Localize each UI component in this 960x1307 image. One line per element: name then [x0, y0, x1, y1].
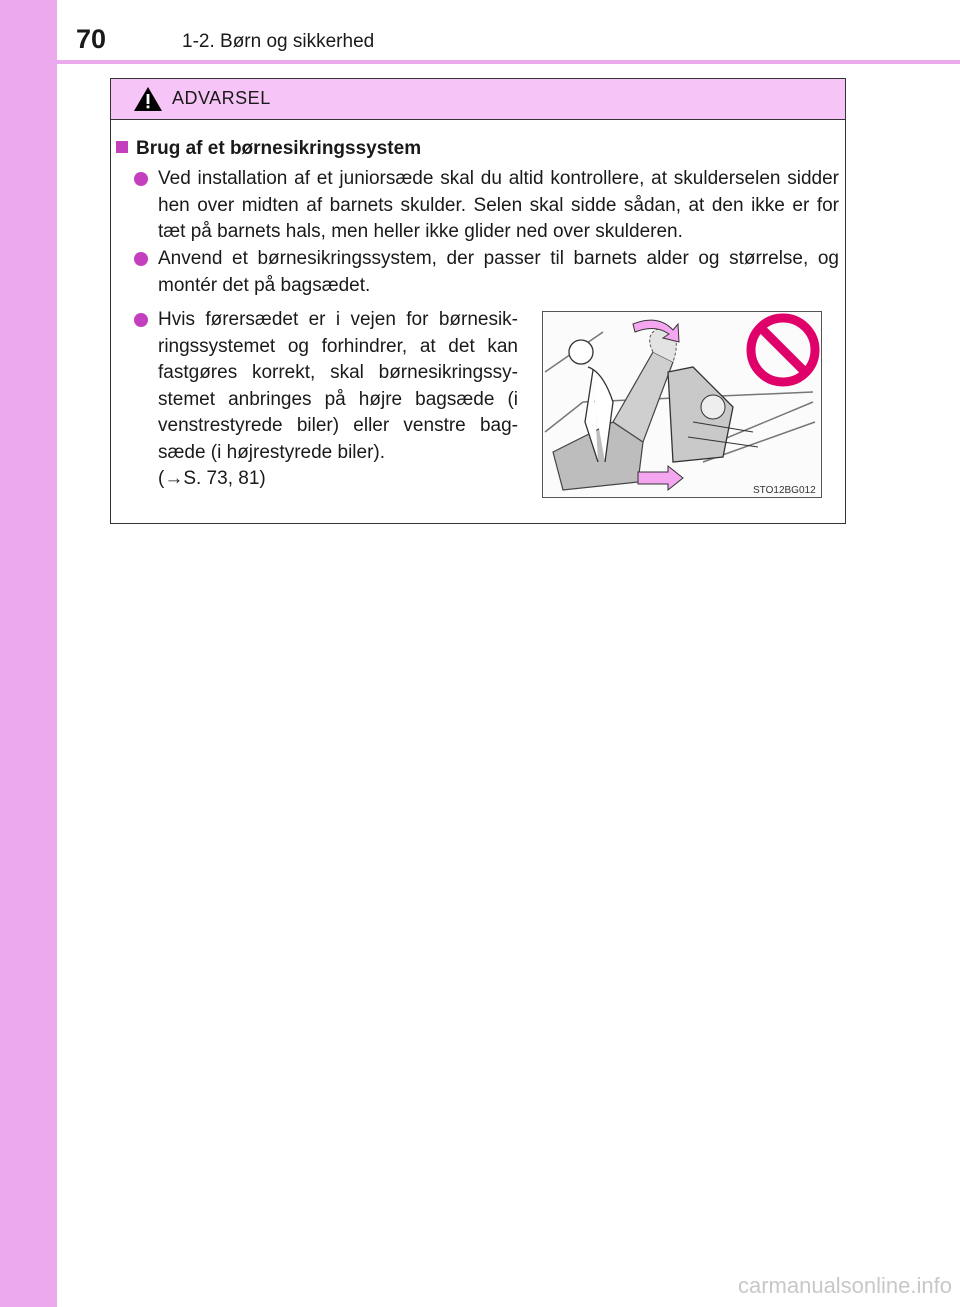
bullet-text-1: Ved installation af et juniorsæde skal du altid kontrollere, at skulderselen sidder hen over midten af barnets skulder. Selen skal sidde sådan, at den ikke er for tæt på barnets hals, men heller ikke glider ned over skulderen. [158, 168, 839, 242]
warning-triangle-icon [133, 85, 163, 113]
bullet-text-2: Anvend et børnesikringssystem, der passer til barnets alder og størrelse, og montér det på bagsædet. [158, 248, 839, 296]
warning-header [111, 79, 845, 120]
subheading-text: Brug af et børnesikringssystem [136, 138, 422, 159]
page-number: 70 [76, 24, 107, 54]
illustration-drawing [543, 312, 821, 497]
warning-label: ADVARSEL [172, 88, 271, 108]
bullet-text-3: Hvis førersædet er i vejen for børnesik-ringssystemet og forhindrer, at det kan fastgøres korrekt, skal børnesikringssy-stemet anbringes på højre bagsæde (i venstrestyrede biler) eller venstre bag-sæde (i højrestyrede biler). [158, 309, 518, 463]
header-rule [57, 60, 960, 64]
bullet-dot-icon [134, 172, 148, 186]
car-seat-illustration [542, 311, 822, 498]
bullet-dot-icon [134, 252, 148, 266]
bullet-3 [158, 307, 518, 493]
square-bullet-icon [116, 141, 128, 153]
illustration-code: STO12BG012 [753, 485, 816, 496]
section-title: 1-2. Børn og sikkerhed [182, 31, 375, 52]
page-reference: (→S. 73, 81) [158, 468, 266, 489]
left-margin-band [0, 0, 57, 1307]
watermark: carmanualsonline.info [737, 1273, 952, 1298]
bullet-dot-icon [134, 313, 148, 327]
subheading [116, 138, 421, 160]
